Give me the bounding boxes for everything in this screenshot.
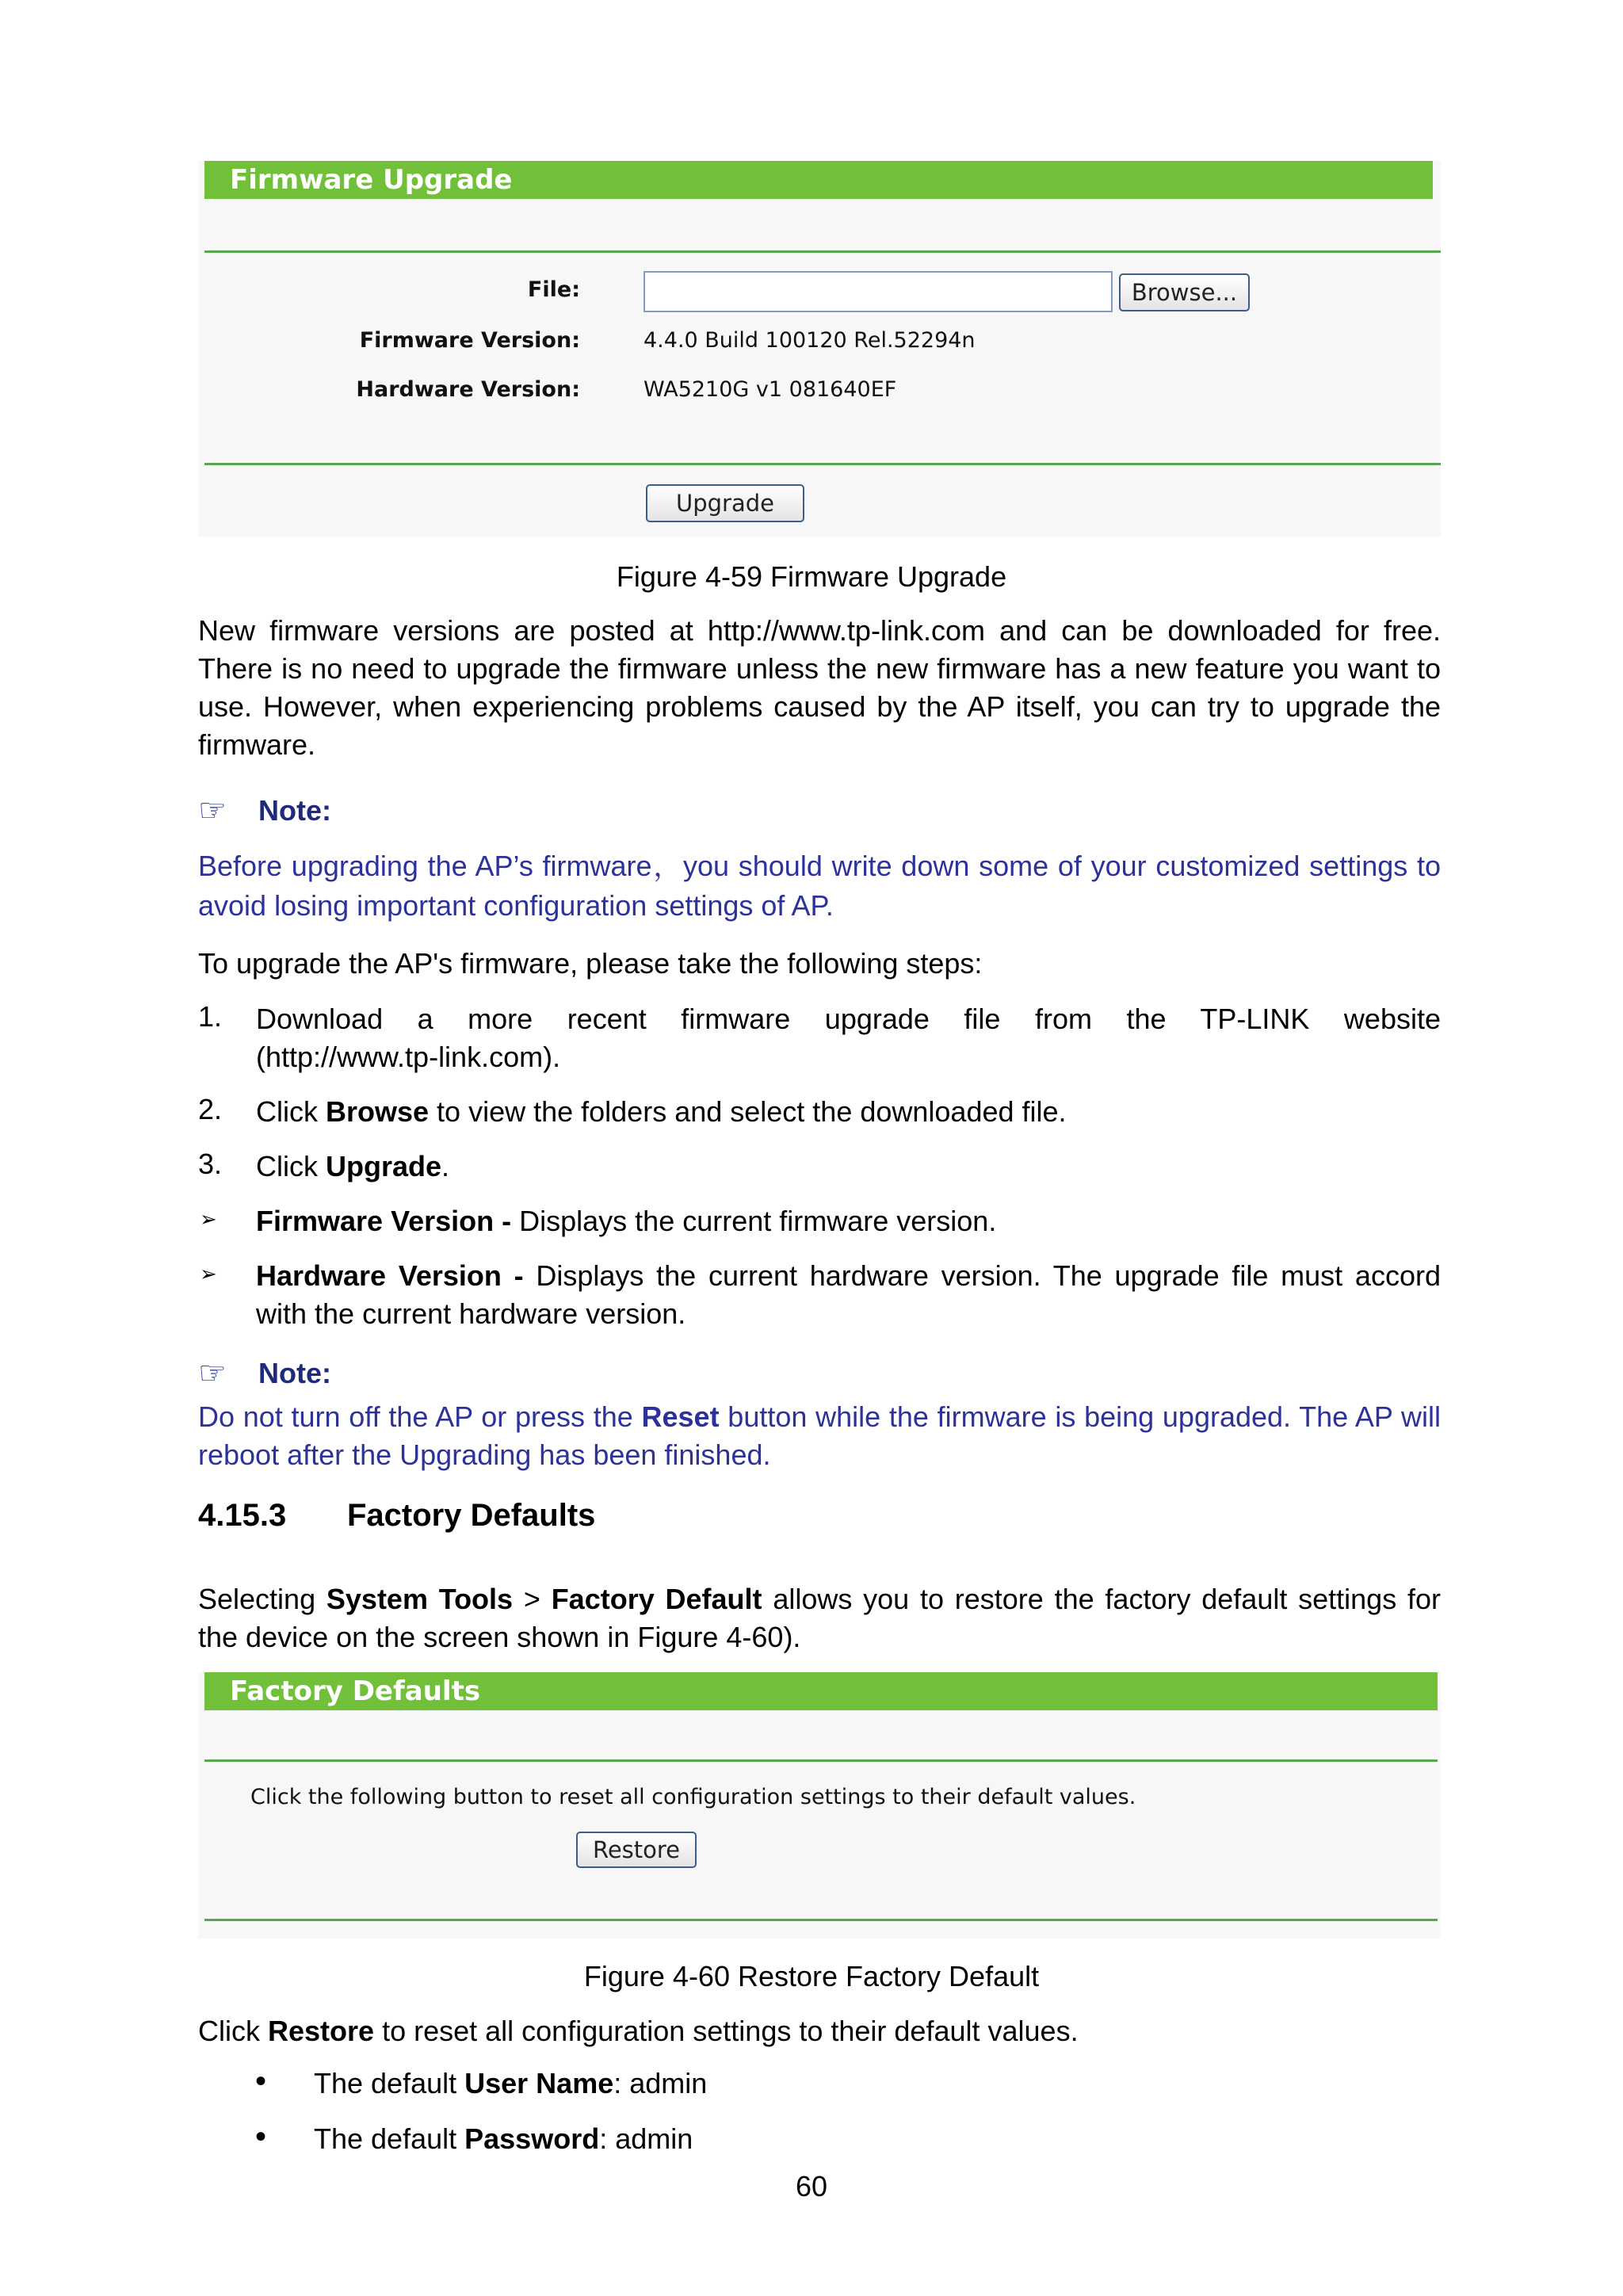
definition-text: Displays the current hardware version. The upgrade file must accord with the current hardware version.	[256, 1259, 1441, 1330]
file-input[interactable]	[643, 271, 1113, 312]
hardware-version-value: WA5210G v1 081640EF	[643, 377, 897, 402]
page-number: 60	[795, 2170, 828, 2202]
default-text-part: The default	[314, 2122, 465, 2155]
panel-divider-bottom	[204, 463, 1441, 465]
pointing-hand-icon: ☞	[198, 793, 227, 829]
arrow-bullet-icon: ➢	[200, 1208, 217, 1232]
step-text-part: .	[441, 1150, 450, 1182]
file-label: File:	[527, 277, 580, 302]
definition-firmware-version	[256, 1202, 1441, 1240]
step-text-part: Click	[256, 1150, 326, 1182]
upgrade-button[interactable]: Upgrade	[646, 484, 804, 522]
step-bold-term: Upgrade	[326, 1150, 442, 1182]
step-number: 1.	[198, 1000, 223, 1033]
menu-path-factory-default: Factory Default	[551, 1583, 762, 1615]
note-bold-term: Reset	[641, 1400, 720, 1433]
section-number: 4.15.3	[198, 1498, 287, 1533]
pointing-hand-icon: ☞	[198, 1355, 227, 1392]
restore-instruction: Click the following button to reset all configuration settings to their default values.	[250, 1785, 1136, 1809]
note-label: Note:	[258, 794, 331, 827]
step-text-2	[256, 1093, 1441, 1131]
note-heading-1	[198, 793, 331, 829]
intro-text-part: >	[513, 1583, 552, 1615]
step-text-part: Click	[256, 1095, 326, 1128]
bullet-icon: •	[255, 2064, 267, 2099]
note-text-part: Do not turn off the AP or press the	[198, 1400, 642, 1433]
intro-paragraph: New firmware versions are posted at http://www.tp-link.com and can be downloaded for free. There is no need to upgrade the firmware unless the new firmware has a new feature you want to use. However, when experiencing problems caused by the AP itself, you can try to upgrade the firmware.	[198, 614, 1441, 761]
default-password	[314, 2122, 693, 2156]
firmware-version-value: 4.4.0 Build 100120 Rel.52294n	[643, 328, 976, 353]
default-text-part: : admin	[613, 2067, 708, 2099]
note-text-2	[198, 1398, 1441, 1474]
step-number: 3.	[198, 1148, 223, 1180]
firmware-upgrade-header: Firmware Upgrade	[204, 161, 1433, 199]
intro-text-part: Selecting	[198, 1583, 327, 1615]
restore-text-part: Click	[198, 2015, 268, 2047]
panel-divider-top	[204, 1759, 1438, 1762]
panel-divider-bottom	[204, 1919, 1438, 1921]
section-intro	[198, 1580, 1441, 1656]
definition-term: Firmware Version -	[256, 1205, 512, 1237]
definition-term: Hardware Version -	[256, 1259, 524, 1292]
bullet-icon: •	[255, 2119, 267, 2154]
step-text-1: Download a more recent firmware upgrade file from the TP-LINK website	[256, 1003, 1441, 1035]
panel-divider-top	[204, 250, 1441, 253]
note-label: Note:	[258, 1357, 331, 1389]
figure-caption-4-59: Figure 4-59 Firmware Upgrade	[616, 560, 1007, 593]
restore-button[interactable]: Restore	[576, 1832, 697, 1868]
step-text-3	[256, 1148, 1441, 1186]
section-heading	[198, 1498, 596, 1534]
default-bold-term: Password	[464, 2122, 600, 2155]
step-bold-term: Browse	[326, 1095, 430, 1128]
factory-defaults-header: Factory Defaults	[204, 1672, 1438, 1710]
default-bold-term: User Name	[464, 2067, 614, 2099]
arrow-bullet-icon: ➢	[200, 1263, 217, 1286]
section-title: Factory Defaults	[347, 1498, 596, 1533]
steps-intro: To upgrade the AP's firmware, please take the following steps:	[198, 947, 983, 980]
default-username	[314, 2067, 707, 2100]
restore-paragraph	[198, 2012, 1441, 2050]
default-text-part: The default	[314, 2067, 465, 2099]
intro-text-part: allows you to restore the factory default settings for the device on the screen shown in Figure 4-60).	[198, 1583, 1441, 1653]
note-heading-2	[198, 1355, 331, 1392]
restore-text-part: to reset all configuration settings to their default values.	[374, 2015, 1079, 2047]
figure-caption-4-60: Figure 4-60 Restore Factory Default	[583, 1960, 1040, 1992]
hardware-version-label: Hardware Version:	[356, 377, 580, 402]
restore-bold-term: Restore	[268, 2015, 375, 2047]
default-text-part: : admin	[599, 2122, 693, 2155]
note-text-part: button while the firmware is being upgraded. The AP will reboot after the Upgrading has been finished.	[198, 1400, 1441, 1471]
step-text-1-url: (http://www.tp-link.com).	[256, 1041, 561, 1073]
note-text-1: Before upgrading the AP’s firmware，you should write down some of your customized settings to avoid losing important configuration settings of AP.	[198, 850, 1441, 922]
step-number: 2.	[198, 1093, 223, 1125]
step-text-part: to view the folders and select the downloaded file.	[429, 1095, 1067, 1128]
firmware-version-label: Firmware Version:	[359, 328, 580, 353]
definition-text: Displays the current firmware version.	[511, 1205, 997, 1237]
definition-hardware-version	[256, 1257, 1441, 1333]
menu-path-system-tools: System Tools	[326, 1583, 514, 1615]
browse-button[interactable]: Browse...	[1119, 273, 1250, 311]
